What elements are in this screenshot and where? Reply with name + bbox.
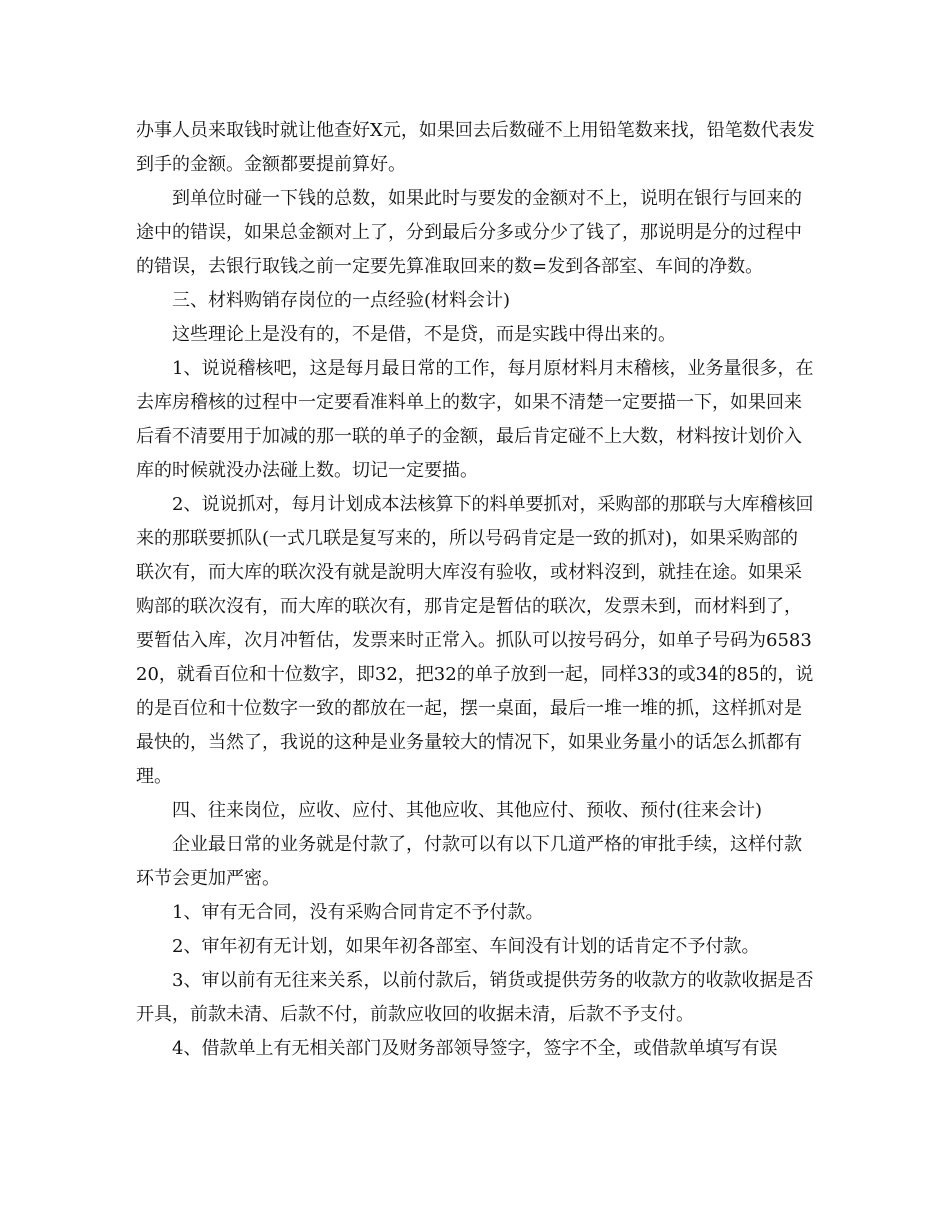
list-item-1: 1、审有无合同，没有采购合同肯定不予付款。	[172, 902, 544, 923]
paragraph-2: 到单位时碰一下钱的总数，如果此时与要发的金额对不上，说明在银行与回来的途中的错误，如果总金额对上了，分到最后分多或分少了钱了，那说明是分的过程中的错误，去银行取钱之前一定要先算准取回来的数=发到各部室、车间的净数。	[136, 188, 802, 277]
paragraph-8: 企业最日常的业务就是付款了，付款可以有以下几道严格的审批手续，这样付款环节会更加严密。	[136, 834, 802, 889]
paragraph-5: 1、说说稽核吧，这是每月最日常的工作，每月原材料月末稽核，业务量很多，在去库房稽核的过程中一定要看准料单上的数字，如果不清楚一定要描一下，如果回来后看不清要用于加减的那一联的单子的金额，最后肯定碰不上大数，材料按计划价入库的时候就没办法碰上数。切记一定要描。	[136, 358, 814, 481]
paragraph-6: 2、说说抓对，每月计划成本法核算下的料单要抓对，采购部的那联与大库稽核回来的那联要抓队(一式几联是复写来的，所以号码肯定是一致的抓对)，如果采购部的联次有，而大库的联次没有就是說明大库沒有验收，或材料沒到，就挂在途。如果采购部的联次沒有，而大库的联次有，那肯定是暂估的联次，发票未到，而材料到了，要暂估入库，次月冲暂估，发票来时正常入。抓队可以按号码分，如单子号码为658320，就看百位和十位数字，即32，把32的单子放到一起，同样33的或34的85的，说的是百位和十位数字一致的都放在一起，摆一桌面，最后一堆一堆的抓，这样抓对是最快的，当然了，我说的这种是业务量较大的情况下，如果业务量小的话怎么抓都有理。	[136, 494, 814, 787]
list-item-3: 3、审以前有无往来关系，以前付款后，销货或提供劳务的收款方的收款收据是否开具，前款未清、后款不付，前款应收回的收据未清，后款不予支付。	[136, 970, 814, 1025]
list-item-4: 4、借款单上有无相关部门及财务部领导签字，签字不全，或借款单填写有误	[172, 1038, 778, 1059]
paragraph-1: 办事人员来取钱时就让他查好X元，如果回去后数碰不上用铅笔数来找，铅笔数代表发到手的金额。金额都要提前算好。	[136, 120, 815, 175]
section-heading-4: 四、往来岗位，应收、应付、其他应收、其他应付、预收、预付(往来会计)	[172, 800, 763, 821]
list-item-2: 2、审年初有无计划，如果年初各部室、车间没有计划的话肯定不予付款。	[172, 936, 760, 957]
paragraph-4: 这些理论上是没有的，不是借，不是贷，而是实践中得出来的。	[172, 324, 676, 345]
section-heading-3: 三、材料购销存岗位的一点经验(材料会计)	[172, 290, 511, 311]
document-body	[136, 114, 816, 1066]
